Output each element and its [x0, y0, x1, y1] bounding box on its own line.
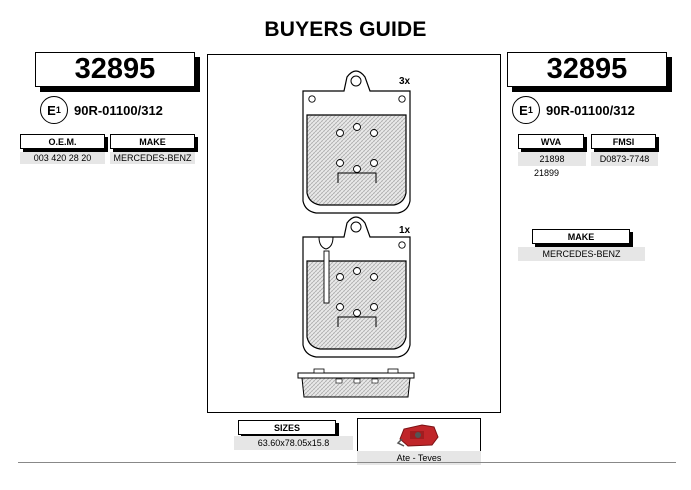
brake-pad-technical-drawing: [208, 55, 500, 412]
caliper-image: [358, 419, 480, 451]
make-header-right: MAKE: [532, 229, 630, 244]
make-header-left: MAKE: [110, 134, 195, 149]
oem-header: O.E.M.: [20, 134, 105, 149]
make-value-right: MERCEDES-BENZ: [518, 247, 645, 261]
part-number-right: 32895: [546, 53, 628, 85]
ece-approval-number-right: 90R-01100/312: [546, 102, 635, 118]
brand-caption: Ate - Teves: [357, 451, 481, 465]
brand-image-box: [357, 418, 481, 452]
brake-pad-drawing: [207, 54, 501, 413]
quantity-top: 3x: [399, 76, 411, 87]
brake-pad-top: [303, 71, 410, 213]
footer-divider: [18, 462, 676, 463]
wva-header: WVA: [518, 134, 584, 149]
ece-approval-right: [512, 96, 635, 124]
brake-pad-side-view: [298, 369, 414, 397]
oem-value: 003 420 28 20: [20, 152, 105, 164]
part-number-left: 32895: [74, 53, 156, 85]
fmsi-value: D0873-7748: [591, 152, 658, 166]
brake-pad-bottom: [303, 217, 410, 357]
wva-value-2: 21899: [534, 168, 560, 178]
page-title: BUYERS GUIDE: [264, 18, 427, 41]
ece-mark-icon: E 1: [40, 96, 68, 124]
ece-mark-icon: E 1: [512, 96, 540, 124]
part-number-box-right: [507, 52, 667, 87]
quantity-bottom: 1x: [399, 225, 411, 236]
sizes-header: SIZES: [238, 420, 336, 435]
sizes-value: 63.60x78.05x15.8: [234, 436, 353, 450]
wva-value-1: 21898: [518, 152, 586, 166]
part-number-box-left: [35, 52, 195, 87]
ece-approval-number-left: 90R-01100/312: [74, 102, 163, 118]
make-value-left: MERCEDES-BENZ: [110, 152, 195, 164]
ece-approval-left: [40, 96, 163, 124]
fmsi-header: FMSI: [591, 134, 656, 149]
